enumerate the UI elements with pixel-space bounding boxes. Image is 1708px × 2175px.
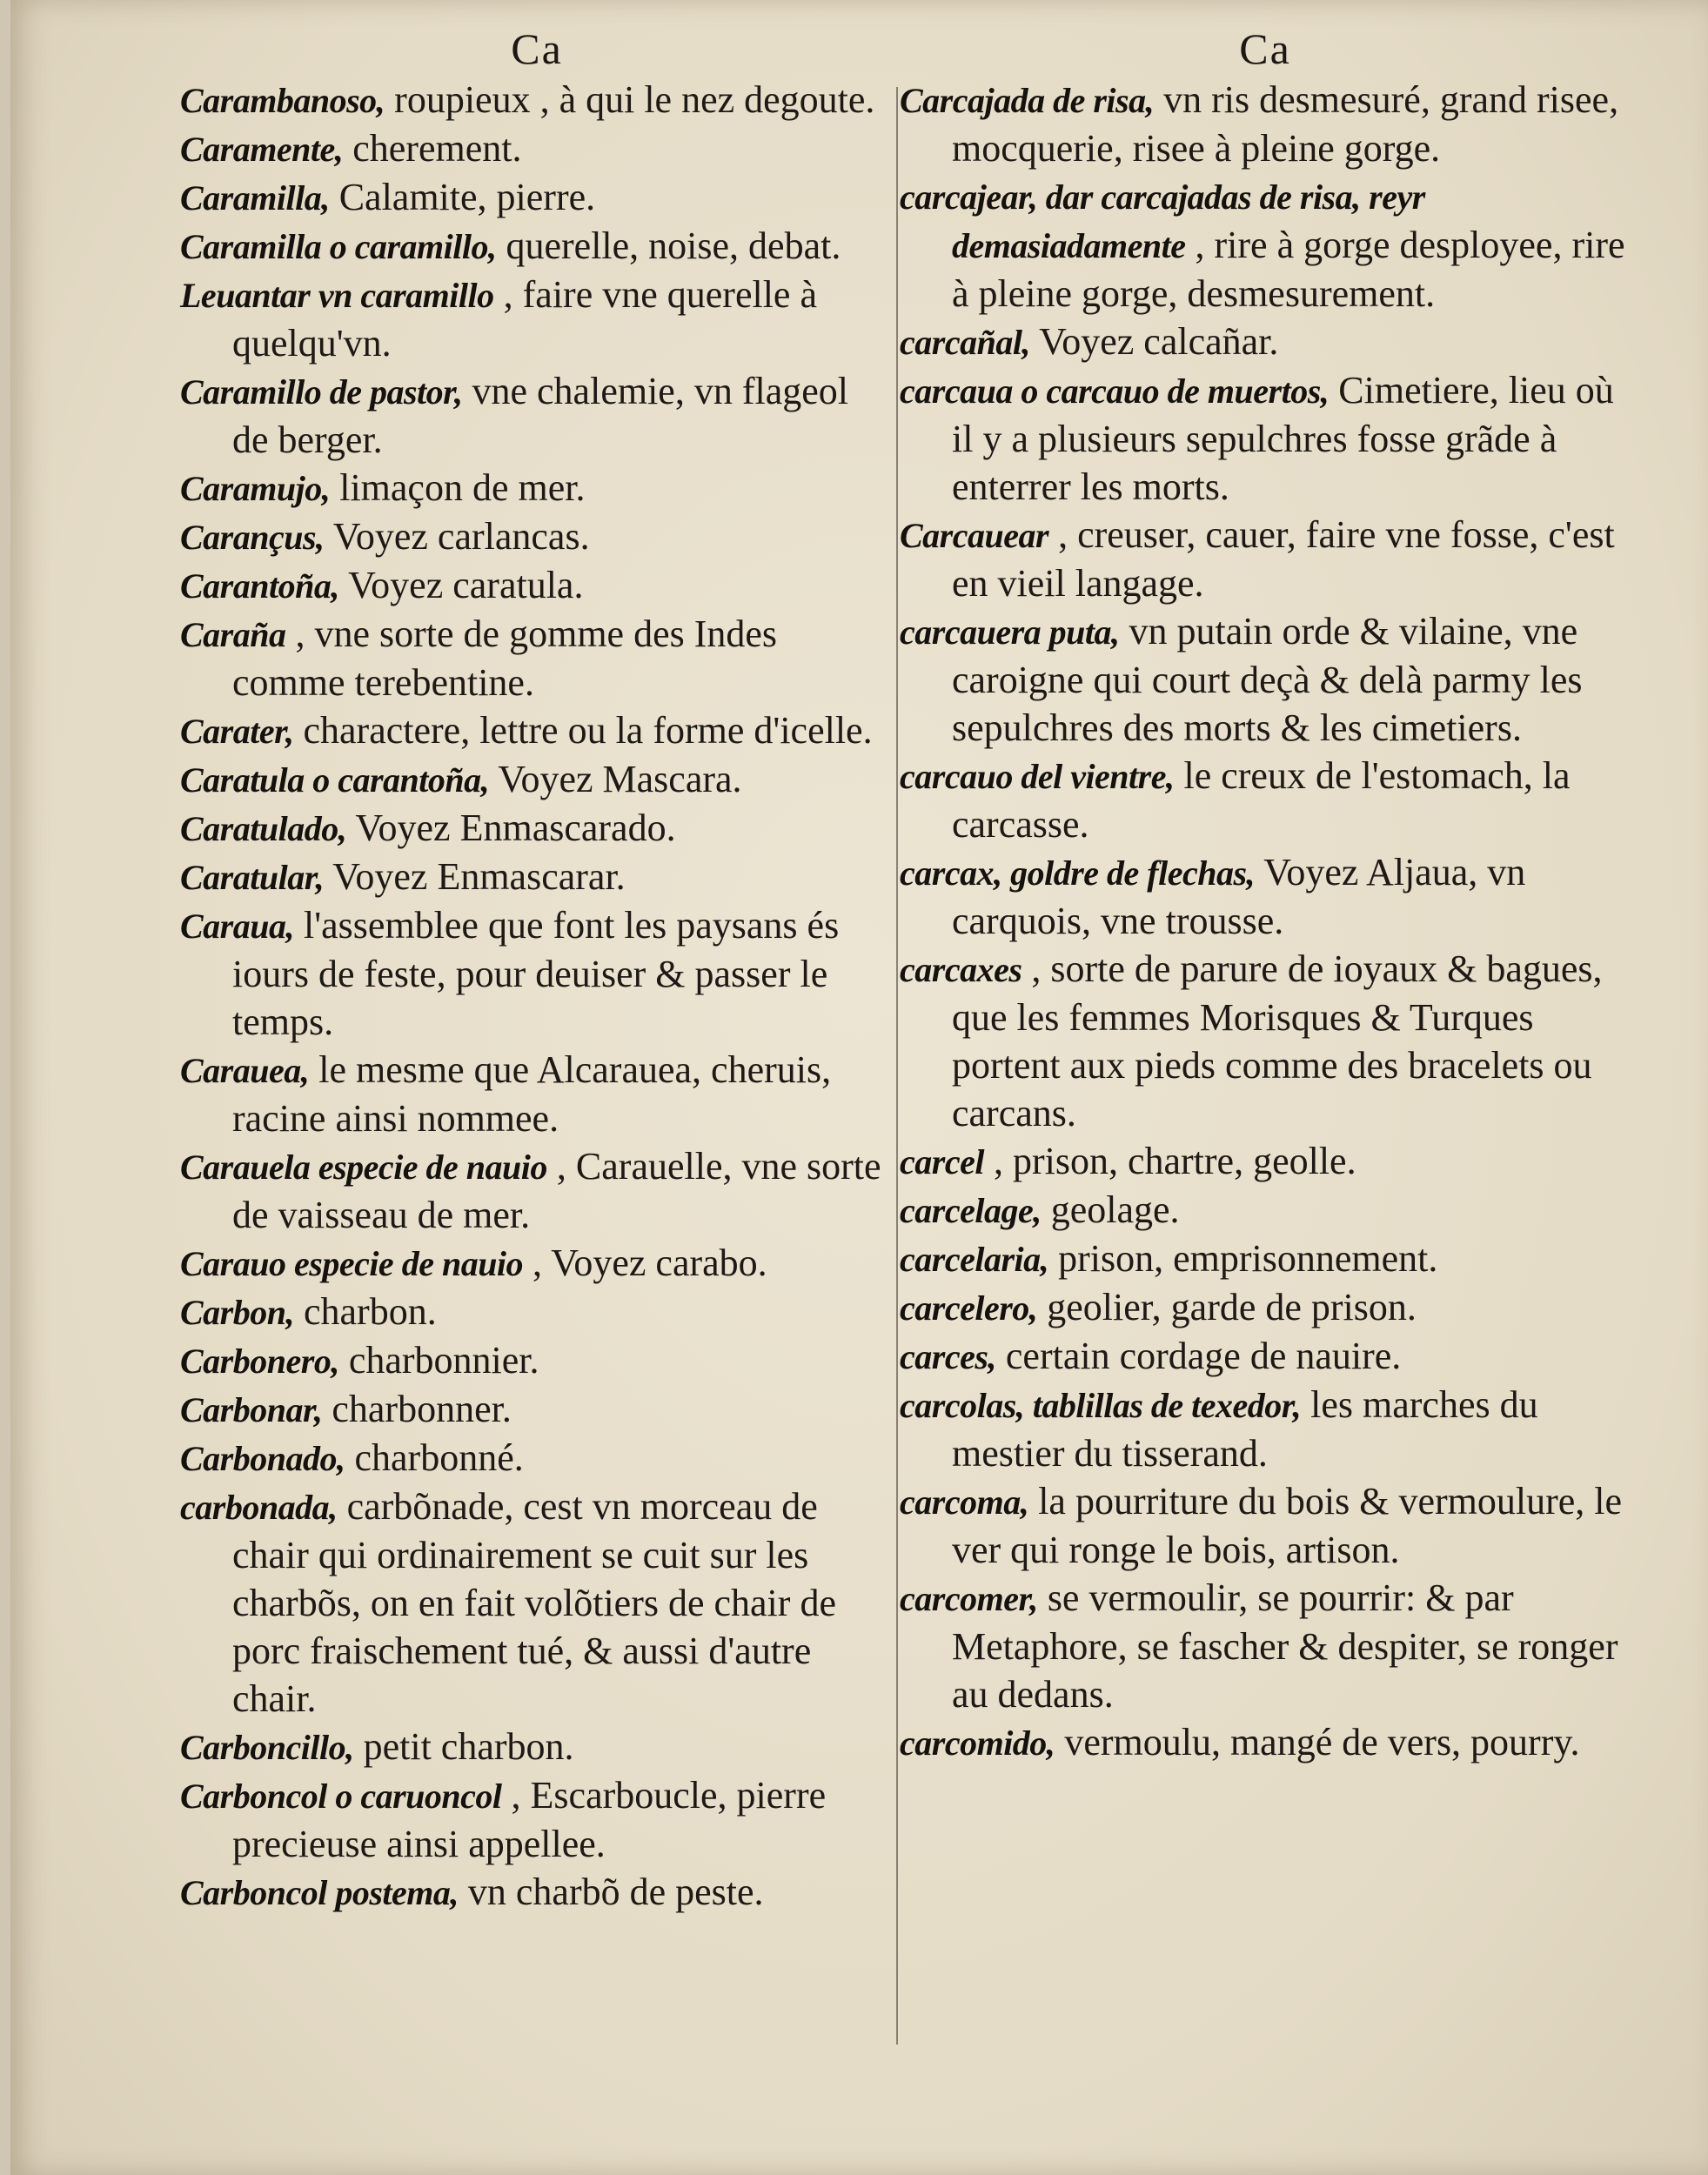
definition: Voyez carlancas.: [324, 515, 590, 558]
definition: le creux de l'estomach, la carcasse.: [952, 754, 1571, 846]
dictionary-entry: [900, 172, 1631, 318]
definition: geolier, garde de prison.: [1037, 1286, 1417, 1328]
dictionary-entry: [180, 1239, 894, 1288]
headword: Caramilla o caramillo,: [180, 227, 497, 266]
dictionary-entry: [900, 1718, 1631, 1767]
headword: carcajear, dar carcajadas de risa, reyr demasiadamente: [900, 177, 1425, 265]
definition: charbon.: [294, 1290, 437, 1333]
definition: , Escarboucle, pierre precieuse ainsi appellee.: [232, 1774, 827, 1865]
dictionary-entry: [180, 271, 894, 367]
headword: carcax, goldre de flechas,: [900, 853, 1256, 893]
headword: Leuantar vn caramillo: [180, 276, 494, 315]
headword: carcelage,: [900, 1191, 1042, 1230]
headword: carcomer,: [900, 1579, 1038, 1618]
dictionary-entry: [180, 1434, 894, 1482]
left-column: [180, 22, 894, 1917]
definition: Voyez calcañar.: [1029, 320, 1279, 363]
dictionary-entry: [180, 1385, 894, 1434]
dictionary-entry: [180, 1868, 894, 1917]
dictionary-entry: [900, 1477, 1631, 1574]
headword: carcel: [900, 1142, 984, 1181]
headword: carcelaria,: [900, 1240, 1049, 1279]
headword: carcaua o carcauo de muertos,: [900, 371, 1330, 411]
right-entries: [900, 76, 1631, 1767]
dictionary-entry: [900, 607, 1631, 752]
definition: prison, emprisonnement.: [1048, 1237, 1438, 1280]
definition: , vne sorte de gomme des Indes comme terebentine.: [232, 612, 778, 704]
definition: charbonnier.: [338, 1339, 539, 1382]
definition: querelle, noise, debat.: [496, 224, 841, 267]
headword: carcañal,: [900, 323, 1030, 362]
dictionary-entry: [180, 1142, 894, 1239]
dictionary-entry: [180, 464, 894, 512]
dictionary-entry: [900, 1235, 1631, 1283]
definition: , faire vne querelle à quelqu'vn.: [232, 273, 817, 365]
headword: carcomido,: [900, 1723, 1055, 1763]
dictionary-entry: [900, 76, 1631, 172]
definition: le mesme que Alcarauea, cheruis, racine ainsi nommee.: [232, 1048, 832, 1140]
right-running-head: Ca: [1239, 24, 1291, 73]
dictionary-entry: [900, 1381, 1631, 1477]
headword: Carboncol o caruoncol: [180, 1777, 502, 1816]
dictionary-entry: [900, 511, 1631, 607]
headword: Caramente,: [180, 130, 344, 169]
dictionary-entry: [180, 222, 894, 271]
dictionary-entry: [900, 1283, 1631, 1332]
dictionary-entry: [900, 945, 1631, 1137]
dictionary-entry: [180, 755, 894, 804]
definition: la pourriture du bois & vermoulure, le ver qui ronge le bois, artison.: [952, 1480, 1623, 1571]
definition: , Carauelle, vne sorte de vaisseau de mer.: [232, 1145, 881, 1236]
dictionary-entry: [180, 367, 894, 464]
dictionary-entry: [900, 366, 1631, 511]
dictionary-entry: [180, 1771, 894, 1868]
right-column: [900, 22, 1631, 1767]
dictionary-entry: [180, 124, 894, 173]
headword: carcauo del vientre,: [900, 757, 1175, 796]
definition: charbonné.: [345, 1436, 524, 1479]
column-divider: [896, 87, 898, 2044]
definition: limaçon de mer.: [330, 466, 586, 509]
headword: Carantoña,: [180, 566, 339, 606]
dictionary-entry: [900, 752, 1631, 848]
definition: , creuser, cauer, faire vne fosse, c'est en vieil langage.: [952, 513, 1615, 605]
definition: charbonner.: [322, 1388, 512, 1430]
dictionary-entry: [180, 561, 894, 610]
definition: Cimetiere, lieu où il y a plusieurs sepulchres fosse grãde à enterrer les morts.: [952, 369, 1614, 508]
left-running-head: Ca: [511, 24, 563, 73]
headword: carcelero,: [900, 1288, 1038, 1328]
definition: Voyez Aljaua, vn carquois, vne trousse.: [952, 851, 1526, 942]
headword: Carboncol postema,: [180, 1873, 459, 1912]
dictionary-entry: [180, 1336, 894, 1385]
headword: Caratular,: [180, 858, 325, 897]
headword: Carambanoso,: [180, 81, 385, 120]
definition: vermoulu, mangé de vers, pourry.: [1055, 1721, 1580, 1763]
headword: Caratula o carantoña,: [180, 760, 490, 800]
left-entries: [180, 76, 894, 1917]
definition: se vermoulir, se pourrir: & par Metaphore, se fascher & despiter, se ronger au dedans.: [952, 1576, 1618, 1716]
headword: carcoma,: [900, 1482, 1029, 1522]
dictionary-entry: [900, 1137, 1631, 1186]
definition: Voyez Mascara.: [489, 758, 742, 800]
definition: , prison, chartre, geolle.: [983, 1140, 1356, 1182]
dictionary-entry: [180, 1046, 894, 1142]
dictionary-entry: [180, 1723, 894, 1771]
headword: Carater,: [180, 712, 294, 751]
headword: Carançus,: [180, 518, 325, 557]
dictionary-entry: [180, 901, 894, 1046]
dictionary-entry: [900, 318, 1631, 366]
definition: vne chalemie, vn flageol de berger.: [232, 370, 848, 461]
definition: vn putain orde & vilaine, vne caroigne qui court deçà & delà parmy les sepulchres des morts & les cimetiers.: [952, 610, 1583, 749]
definition: Voyez Enmascarado.: [346, 806, 676, 849]
headword: carcaxes: [900, 950, 1022, 989]
dictionary-entry: [900, 848, 1631, 945]
headword: Caramujo,: [180, 469, 331, 508]
headword: carcauera puta,: [900, 612, 1120, 652]
headword: Carbon,: [180, 1293, 294, 1332]
definition: geolage.: [1041, 1188, 1180, 1231]
headword: Caramilla,: [180, 178, 330, 218]
definition: Voyez caratula.: [338, 564, 584, 606]
definition: , Voyez carabo.: [523, 1241, 767, 1284]
definition: vn charbõ de peste.: [458, 1870, 764, 1913]
dictionary-entry: [180, 76, 894, 124]
book-page: [10, 0, 1708, 2175]
headword: Carauа,: [180, 907, 294, 946]
definition: Voyez Enmascarar.: [324, 855, 626, 898]
headword: Caratulado,: [180, 809, 347, 848]
dictionary-entry: [180, 853, 894, 901]
definition: petit charbon.: [353, 1725, 574, 1768]
definition: carbõnade, cest vn morceau de chair qui ordinairement se cuit sur les charbõs, on en fait volõtiers de chair de porc fraischement tué, & aussi d'autre chair.: [232, 1485, 836, 1720]
headword: Caramillo de pastor,: [180, 372, 463, 412]
headword: Carboncillo,: [180, 1728, 354, 1767]
headword: Carauea,: [180, 1051, 310, 1090]
dictionary-entry: [180, 173, 894, 222]
definition: cherement.: [343, 127, 522, 170]
headword: Carbonar,: [180, 1390, 323, 1429]
headword: Caraña: [180, 615, 286, 654]
dictionary-entry: [180, 804, 894, 853]
dictionary-entry: [900, 1332, 1631, 1381]
dictionary-entry: [180, 706, 894, 755]
headword: Carcauear: [900, 516, 1049, 555]
headword: Carbonero,: [180, 1342, 339, 1381]
headword: carces,: [900, 1337, 996, 1376]
definition: Calamite, pierre.: [329, 176, 596, 218]
dictionary-entry: [180, 1288, 894, 1336]
headword: carbonada,: [180, 1488, 338, 1527]
dictionary-entry: [180, 512, 894, 561]
headword: Carauo especie de nauio: [180, 1244, 524, 1283]
dictionary-entry: [180, 610, 894, 706]
definition: , rire à gorge desployee, rire à pleine gorge, desmesurement.: [952, 224, 1625, 315]
definition: certain cordage de nauire.: [995, 1335, 1402, 1377]
definition: vn ris desmesuré, grand risee, mocquerie, risee à pleine gorge.: [952, 78, 1619, 170]
dictionary-entry: [900, 1186, 1631, 1235]
headword: Carcajada de risa,: [900, 81, 1155, 120]
definition: , sorte de parure de ioyaux & bagues, que les femmes Morisques & Turques portent aux pieds comme des bracelets ou carcans.: [952, 947, 1603, 1134]
definition: l'assemblee que font les paysans és iours de feste, pour deuiser & passer le temps.: [232, 904, 840, 1043]
headword: carcolas, tablillas de texedor,: [900, 1386, 1302, 1425]
dictionary-entry: [900, 1574, 1631, 1718]
headword: Carauela especie de nauio: [180, 1148, 547, 1187]
definition: charactere, lettre ou la forme d'icelle.: [293, 709, 873, 752]
definition: les marches du mestier du tisserand.: [952, 1383, 1538, 1475]
headword: Carbonado,: [180, 1439, 345, 1478]
dictionary-entry: [180, 1482, 894, 1723]
definition: roupieux , à qui le nez degoute.: [385, 78, 875, 121]
